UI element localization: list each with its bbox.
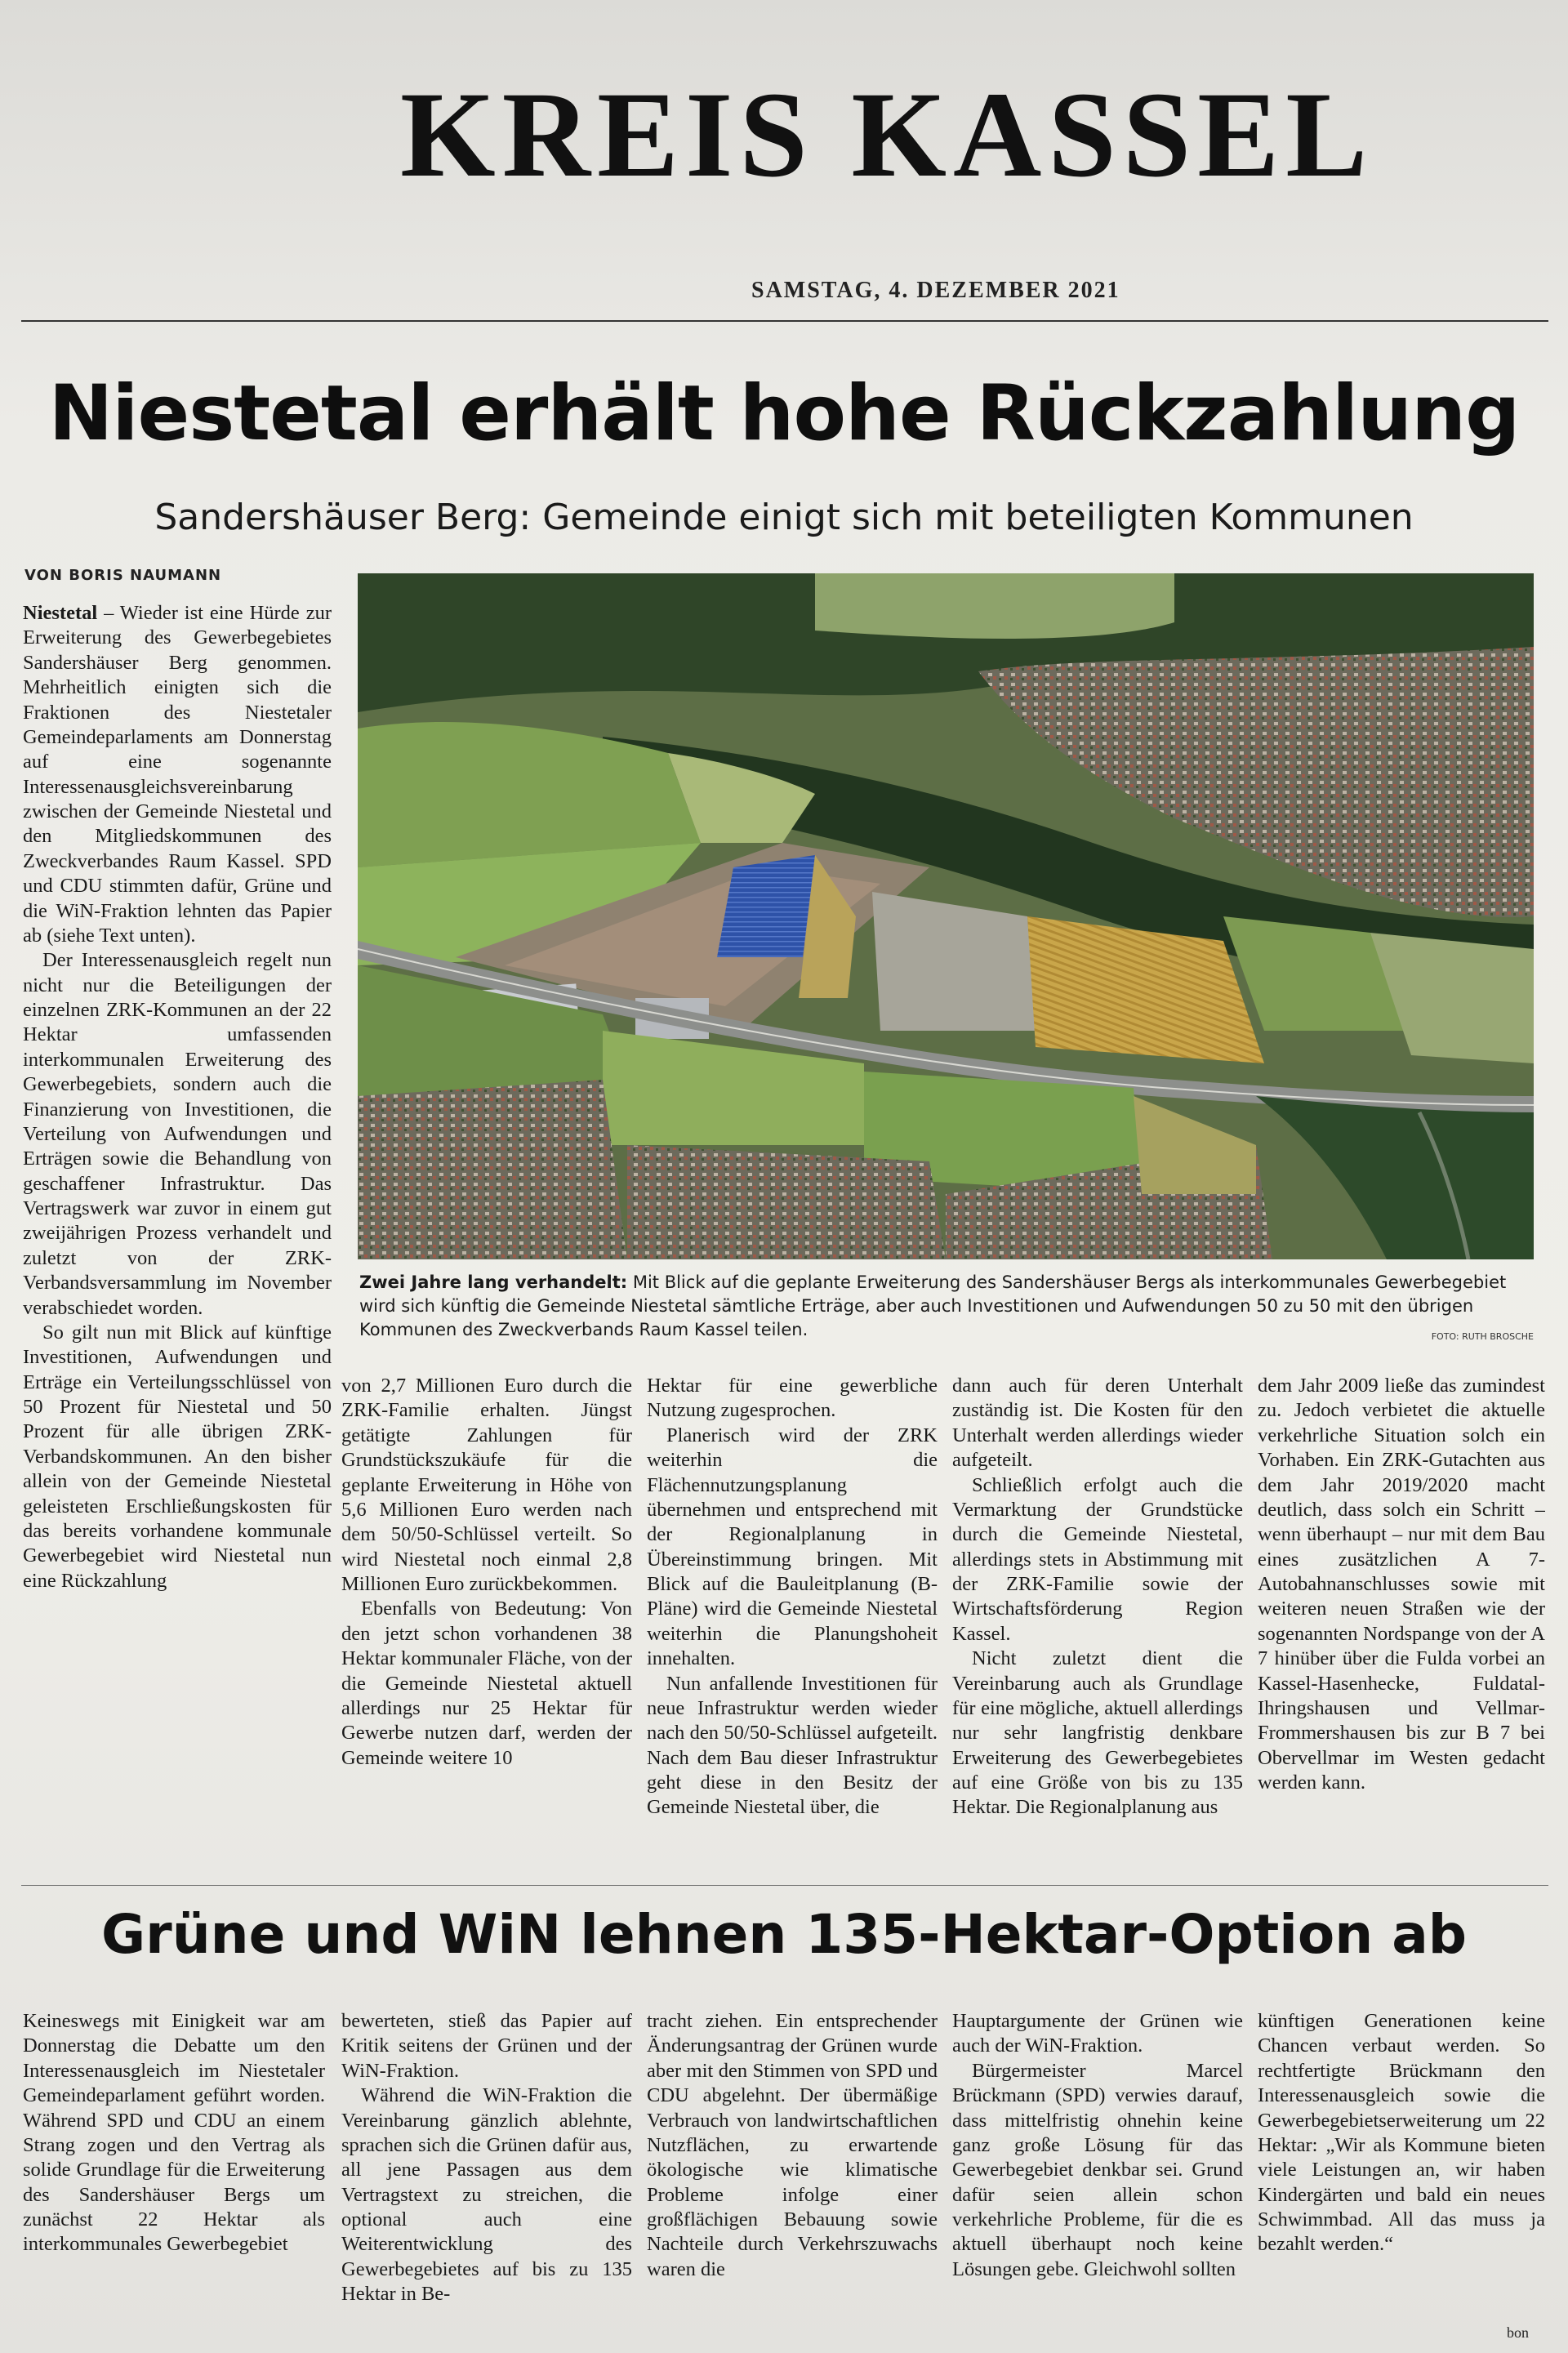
author-signature: bon (1507, 2324, 1529, 2341)
article2-paragraph: Keineswegs mit Einigkeit war am Donnerstag die Debatte um den Interessenausgleich im Niestetaler Gemeindeparlament geführt worden. Während SPD und CDU an einem Strang zogen und den Vertrag als solide Grundlage für die Erweiterung des Sandershäuser Bergs um zunächst 22 Hektar als interkommunales Gewerbegebiet (23, 2010, 325, 2256)
photo-credit: FOTO: RUTH BROSCHE (1431, 1331, 1534, 1342)
article2-paragraph: tracht ziehen. Ein entsprechender Änderungsantrag der Grünen wurde aber mit den Stimmen von SPD und CDU abgelehnt. Der übermäßige Verbrauch von landwirtschaftlichen Nutzflächen, zu erwartende ökologische wie klimatische Probleme infolge einer großflächigen Bebauung sowie Nachteile durch Verkehrszuwachs waren die (647, 2010, 938, 2280)
article1-column-3 (647, 1374, 938, 1872)
aerial-photo (358, 573, 1534, 1259)
article1-paragraph: Hektar für eine gewerbliche Nutzung zugesprochen. (647, 1375, 938, 1422)
headline-2: Grüne und WiN lehnen 135-Hektar-Option ab (100, 1903, 1468, 1966)
article2-column-5 (1258, 2009, 1545, 2336)
headline: Niestetal erhält hohe Rückzahlung (48, 369, 1520, 458)
dateline-place: Niestetal (23, 602, 98, 624)
aerial-photo-illustration (358, 573, 1534, 1259)
article1-paragraph: So gilt nun mit Blick auf künftige Investitionen, Aufwendungen und Erträge ein Verteilungsschlüssel von 50 Prozent für Niestetal und 50 Prozent für alle übrigen ZRK-Verbandskommunen. An den bisher allein von der Gemeinde Niestetal geleisteten Erschließungskosten für das bereits vorhandene kommunale Gewerbegebiet wird Niestetal nun eine Rückzahlung (23, 1321, 332, 1592)
article2-column-2 (341, 2009, 632, 2336)
article1-paragraph: – Wieder ist eine Hürde zur Erweiterung des Gewerbegebietes Sandershäuser Berg genommen. Mehrheitlich einigten sich die Fraktionen des Niestetaler Gemeindeparlaments am Donnerstag auf eine sogenannte Interessenausgleichsvereinbarung zwischen der Gemeinde Niestetal und den Mitgliedskommunen des Zweckverbandes Raum Kassel. SPD und CDU stimmten dafür, Grüne und die WiN-Fraktion lehnten das Papier ab (siehe Text unten). (23, 602, 332, 947)
article1-paragraph: Nicht zuletzt dient die Vereinbarung auch als Grundlage für eine mögliche, aktuell allerdings nur sehr langfristig denkbare Erweiterung des Gewerbegebietes auf eine Größe von bis zu 135 Hektar. Die Regionalplanung aus (952, 1647, 1243, 1819)
caption-text: Mit Blick auf die geplante Erweiterung des Sandershäuser Bergs als interkommunales Gewerbegebiet wird sich künftig die Gemeinde Niestetal sämtliche Erträge, aber auch Investitionen und Aufwendungen 50 zu 50 mit den übrigen Kommunen des Zweckverbands Raum Kassel teilen. (359, 1272, 1507, 1339)
article2-paragraph: Während die WiN-Fraktion die Vereinbarung gänzlich ablehnte, sprachen sich die Grünen dafür aus, all jene Passagen aus dem Vertragstext zu streichen, die optional auch eine Weiterentwicklung des Gewerbegebietes auf bis zu 135 Hektar in Be- (341, 2084, 632, 2306)
article1-paragraph: Planerisch wird der ZRK weiterhin die Flächennutzungsplanung übernehmen und entsprechend mit der Regionalplanung in Übereinstimmung bringen. Mit Blick auf die Bauleitplanung (B-Pläne) wird die Gemeinde Niestetal weiterhin die Planungshoheit innehalten. (647, 1424, 938, 1670)
article-divider (21, 1885, 1548, 1886)
article1-paragraph: Der Interessenausgleich regelt nun nicht nur die Beteiligungen der einzelnen ZRK-Kommunen an der 22 Hektar umfassenden interkommunalen Erweiterung des Gewerbegebiets, sondern auch die Finanzierung von Investitionen, die Verteilung von Aufwendungen und Erträgen sowie die Behandlung von geschaffener Infrastruktur. Das Vertragswerk war zuvor in einem gut zweijährigen Prozess verhandelt und zuletzt von der ZRK-Verbandsversammlung im November verabschiedet worden. (23, 949, 332, 1319)
article2-paragraph: Bürgermeister Marcel Brückmann (SPD) verwies darauf, dass mittelfristig ohnehin keine ganz große Lösung für das Gewerbegebiet denkbar sei. Grund dafür seien allein schon verkehrliche Probleme, für die es aktuell überhaupt noch keine Lösungen gebe. Gleichwohl sollten (952, 2059, 1243, 2280)
article2-column-3 (647, 2009, 938, 2336)
dateline: SAMSTAG, 4. DEZEMBER 2021 (751, 278, 1120, 303)
article2-column-1 (23, 2009, 325, 2336)
photo-caption (359, 1271, 1535, 1342)
article1-paragraph: dann auch für deren Unterhalt zuständig ist. Die Kosten für den Unterhalt werden allerdings wieder aufgeteilt. (952, 1375, 1243, 1472)
article1-paragraph: dem Jahr 2009 ließe das zumindest zu. Jedoch verbietet die aktuelle verkehrliche Situation solch ein Vorhaben. Ein ZRK-Gutachten aus dem Jahr 2019/2020 macht deutlich, dass solch ein Schritt – wenn überhaupt – nur mit dem Bau eines zusätzlichen A 7-Autobahnanschlusses sowie mit weiteren neuen Straßen wie der sogenannten Nordspange von der A 7 hinüber über die Fulda vorbei an Kassel-Hasenhecke, Fuldatal-Ihringshausen und Vellmar-Frommershausen bis zur B 7 bei Obervellmar im Westen gedacht werden kann. (1258, 1375, 1545, 1794)
article1-paragraph: Nun anfallende Investitionen für neue Infrastruktur werden wieder nach den 50/50-Schlüssel aufgeteilt. Nach dem Bau dieser Infrastruktur geht diese in den Besitz der Gemeinde Niestetal über, die (647, 1672, 938, 1819)
article1-column-1 (23, 601, 332, 1871)
article2-paragraph: künftigen Generationen keine Chancen verbaut werden. So rechtfertigte Brückmann den Interessenausgleich sowie die Gewerbegebietserweiterung um 22 Hektar: „Wir als Kommune bieten viele Leistungen an, wir haben Kindergärten und bald ein neues Schwimmbad. All das muss ja bezahlt werden.“ (1258, 2010, 1545, 2256)
caption-lead: Zwei Jahre lang verhandelt: (359, 1272, 628, 1292)
article1-column-4 (952, 1374, 1243, 1872)
article2-paragraph: Hauptargumente der Grünen wie auch der WiN-Fraktion. (952, 2010, 1243, 2057)
byline: VON BORIS NAUMANN (24, 567, 222, 584)
masthead: KREIS KASSEL (400, 67, 1374, 203)
article1-paragraph: Ebenfalls von Bedeutung: Von den jetzt schon vorhandenen 38 Hektar kommunaler Fläche, von der die Gemeinde Niestetal aktuell allerdings nur 25 Hektar für Gewerbe nutzen darf, werden der Gemeinde weitere 10 (341, 1598, 632, 1769)
article1-paragraph: Schließlich erfolgt auch die Vermarktung der Grundstücke durch die Gemeinde Niestetal, allerdings stets in Abstimmung mit der ZRK-Familie sowie der Wirtschaftsförderung Region Kassel. (952, 1473, 1243, 1645)
article2-column-4 (952, 2009, 1243, 2336)
masthead-rule (21, 320, 1548, 322)
article1-column-2 (341, 1374, 632, 1872)
article1-paragraph: von 2,7 Millionen Euro durch die ZRK-Familie erhalten. Jüngst getätigte Zahlungen für Grundstückszukäufe für die geplante Erweiterung in Höhe von 5,6 Millionen Euro werden nach dem 50/50-Schlüssel verteilt. So wird Niestetal noch einmal 2,8 Millionen Euro zurückbekommen. (341, 1375, 632, 1595)
subheadline: Sandershäuser Berg: Gemeinde einigt sich mit beteiligten Kommunen (154, 497, 1414, 538)
article2-paragraph: bewerteten, stieß das Papier auf Kritik seitens der Grünen und der WiN-Fraktion. (341, 2010, 632, 2082)
article1-column-5 (1258, 1374, 1545, 1872)
